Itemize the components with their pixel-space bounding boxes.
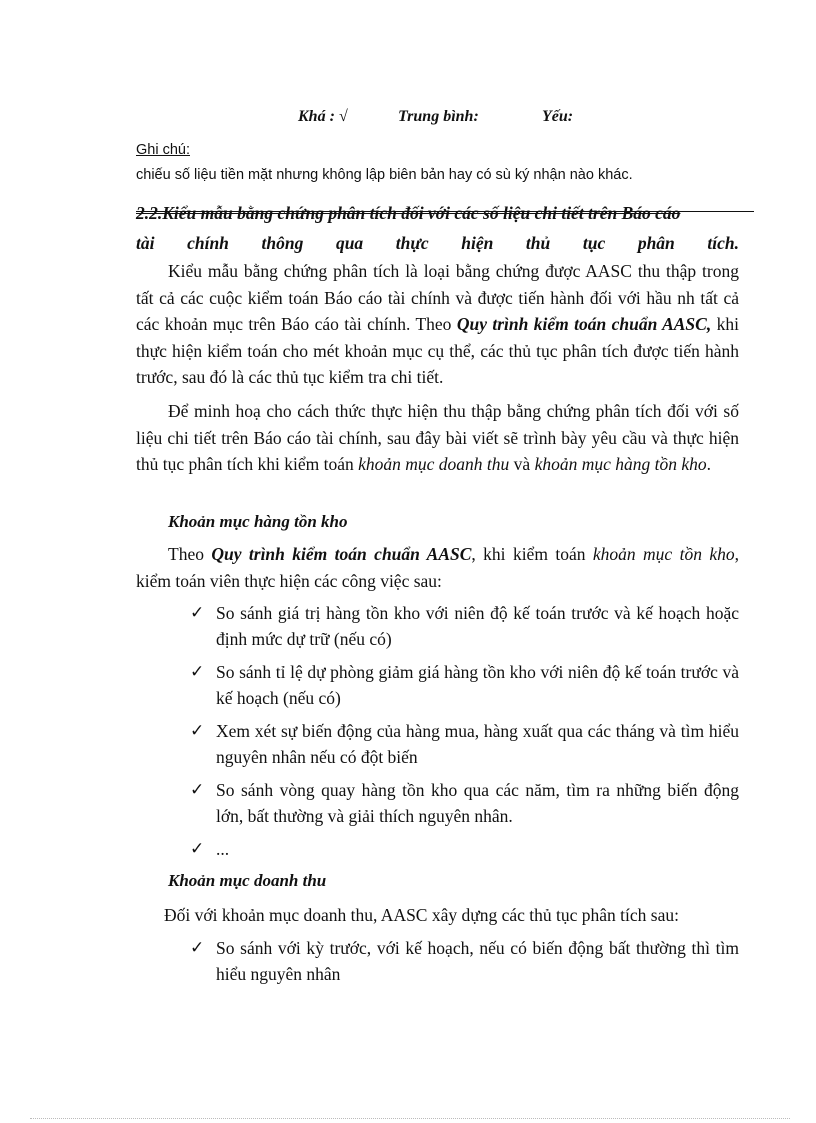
note-text: chiếu số liệu tiền mặt nhưng không lập biên bản hay có sù ký nhận nào khác.: [136, 167, 633, 183]
paragraph-1-emphasis: Quy trình kiểm toán chuẩn AASC,: [456, 314, 712, 334]
list-item-text: So sánh giá trị hàng tồn kho với niên độ kế toán trước và kế hoạch hoặc định mức dự trữ (nếu có): [216, 603, 739, 649]
note-label: Ghi chú:: [136, 142, 190, 158]
checkmark-icon: ✓: [190, 780, 205, 799]
checkmark-icon: ✓: [190, 662, 205, 681]
list-item: [190, 659, 739, 711]
paragraph-1-text-end: khi thực hiện kiểm toán cho mét khoản mục cụ thể, các thủ tục phân tích được tiến hành trước, sau đó là các thủ tục kiểm tra chi tiết.: [136, 314, 739, 387]
paragraph-2: [136, 398, 739, 478]
section-heading-line2: tài chính thông qua thực hiện thủ tục phân tích.: [136, 233, 739, 253]
list-item-text: So sánh tỉ lệ dự phòng giảm giá hàng tồn kho với niên độ kế toán trước và kế hoạch (nếu có): [216, 662, 739, 708]
checkmark-icon: ✓: [190, 839, 205, 858]
section-heading: [136, 198, 739, 258]
checkmark-icon: ✓: [190, 603, 205, 622]
list-item: [190, 718, 739, 770]
list-item: [190, 935, 739, 987]
paragraph-1-text: Kiểu mẫu bằng chứng phân tích là loại bằng chứng được AASC thu thập trong tất cả các cuộc kiểm toán Báo cáo tài chính và được tiến hành đối với hầu nh tất cả các khoản mục trên Báo cáo tài chính. Theo: [136, 261, 739, 334]
list-item-text: So sánh với kỳ trước, với kế hoạch, nếu có biến động bất thường thì tìm hiểu nguyên nhân: [216, 938, 739, 984]
inventory-intro-text: Theo: [168, 544, 212, 564]
inventory-intro: [136, 541, 739, 594]
section-heading-line1: 2.2.Kiểu mẫu bằng chứng phân tích đối với các số liệu chi tiết trên Báo cáo: [136, 203, 681, 223]
rating-line: [0, 108, 816, 132]
inventory-intro-italic: khoản mục tồn kho: [592, 544, 735, 564]
paragraph-2-text: Để minh hoạ cho cách thức thực hiện thu thập bằng chứng phân tích đối với số liệu chi tiết trên Báo cáo tài chính, sau đây bài viết sẽ trình bày yêu cầu và thực hiện thủ tục phân tích khi kiểm toán: [136, 401, 739, 474]
checkmark-icon: ✓: [190, 938, 205, 957]
list-item: [190, 777, 739, 829]
inventory-intro-emphasis: Quy trình kiểm toán chuẩn AASC: [211, 544, 472, 564]
rating-kha: Khá : √: [298, 108, 348, 125]
list-item-text: So sánh vòng quay hàng tồn kho qua các năm, tìm ra những biến động lớn, bất thường và giải thích nguyên nhân.: [216, 780, 739, 826]
inventory-list: [190, 600, 739, 869]
inventory-intro-text-2: , khi kiểm toán: [471, 544, 593, 564]
revenue-intro: Đối với khoản mục doanh thu, AASC xây dựng các thủ tục phân tích sau:: [164, 905, 679, 925]
list-item: [190, 600, 739, 652]
page-bottom-rule: [30, 1118, 790, 1119]
checkmark-icon: ✓: [190, 721, 205, 740]
list-item: [190, 836, 739, 862]
paragraph-1: [136, 258, 739, 391]
inventory-intro-text-3: , kiểm toán viên thực hiện các công việc sau:: [136, 544, 739, 591]
list-item-text: ...: [216, 839, 230, 859]
inventory-heading: Khoản mục hàng tồn kho: [168, 512, 348, 531]
paragraph-2-conj: và: [509, 454, 535, 474]
revenue-list: [190, 935, 739, 994]
rating-trung-binh: Trung bình:: [398, 108, 479, 125]
paragraph-2-period: .: [706, 454, 711, 474]
rating-yeu: Yếu:: [542, 108, 574, 125]
paragraph-2-emphasis-revenue: khoản mục doanh thu: [358, 454, 510, 474]
list-item-text: Xem xét sự biến động của hàng mua, hàng xuất qua các tháng và tìm hiểu nguyên nhân nếu có đột biến: [216, 721, 739, 767]
revenue-heading: Khoản mục doanh thu: [168, 871, 327, 890]
paragraph-2-emphasis-inventory: khoản mục hàng tồn kho: [534, 454, 707, 474]
